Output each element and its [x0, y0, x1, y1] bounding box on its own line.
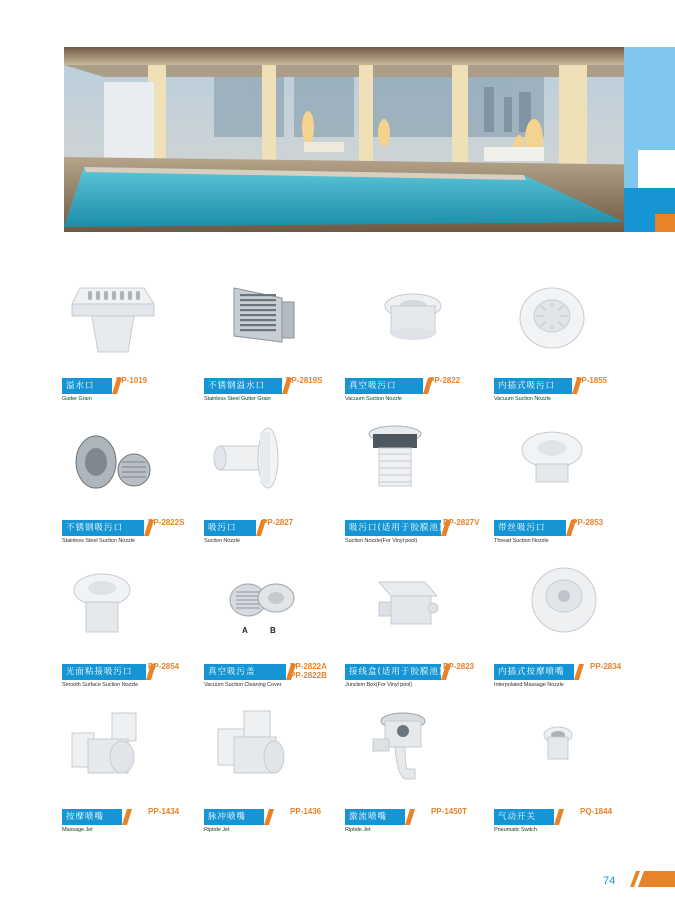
- product-item: [204, 707, 344, 837]
- product-name-en: Vacuum Suction Nozzle: [494, 396, 551, 402]
- product-item: [204, 276, 344, 406]
- product-item: [204, 418, 344, 548]
- junction-box-icon: [345, 562, 485, 662]
- product-code: PP-2822A PP-2822B: [290, 662, 327, 680]
- product-item: [345, 707, 485, 837]
- product-item: [62, 276, 202, 406]
- variant-label-b: B: [270, 626, 276, 635]
- product-name-cn: 真空吸污盖: [204, 664, 286, 680]
- page-corner-stripes: [626, 871, 675, 887]
- product-item: [494, 276, 634, 406]
- product-name-cn: 吸污口: [204, 520, 256, 536]
- product-name-cn: 真空吸污口: [345, 378, 423, 394]
- product-name-cn: 脉冲喷嘴: [204, 809, 264, 825]
- product-item: [204, 562, 344, 692]
- product-item: [494, 418, 634, 548]
- product-item: [345, 276, 485, 406]
- product-name-en: Gutter Grain: [62, 396, 92, 402]
- product-code: PP-2853: [572, 518, 604, 527]
- product-name-en: Riptide Jet: [345, 827, 371, 833]
- product-code: PQ-1844: [580, 807, 613, 816]
- product-item: [345, 562, 485, 692]
- product-code: PP-2822: [429, 376, 461, 385]
- product-item: [62, 562, 202, 692]
- massage-jet-icon: [62, 707, 202, 807]
- product-code: PP-2854: [148, 662, 180, 671]
- product-name-en: Vacuum Suction Nozzle: [345, 396, 402, 402]
- product-code: PP-2827: [262, 518, 294, 527]
- product-name-cn: 激流喷嘴: [345, 809, 405, 825]
- product-item: [62, 418, 202, 548]
- product-code: PP-2834: [590, 662, 622, 671]
- product-name-en: Thread Suction Nozzle: [494, 538, 549, 544]
- product-name-en: Junction Box(For Vinyl pool): [345, 682, 413, 688]
- massage-nozzle-icon: [494, 562, 634, 662]
- product-code: PP-1436: [290, 807, 322, 816]
- page-number: 74: [603, 875, 616, 887]
- product-name-cn: 光面粘接吸污口: [62, 664, 146, 680]
- product-code: PP-2827V: [443, 518, 480, 527]
- product-code: PP-2822S: [148, 518, 185, 527]
- product-name-en: Smooth Surface Suction Nozzle: [62, 682, 139, 688]
- product-name-cn: 气动开关: [494, 809, 554, 825]
- product-code: PP-1434: [148, 807, 180, 816]
- product-name-cn: 不锈钢溢水口: [204, 378, 282, 394]
- pool-banner-image: [64, 47, 675, 232]
- product-code: PP-1019: [116, 376, 148, 385]
- product-name-en: Pneumatic Switch: [494, 827, 537, 833]
- pneumatic-switch-icon: [494, 707, 634, 807]
- riptide-jet-icon: [345, 707, 485, 807]
- product-code: PP-1855: [576, 376, 608, 385]
- product-name-cn: 接线盒(适用于胶膜池): [345, 664, 441, 680]
- gutter-drain-icon: [62, 276, 202, 376]
- product-name-en: Suction Nozzle: [204, 538, 240, 544]
- pulse-jet-icon: [204, 707, 344, 807]
- suction-nozzle-icon: [204, 418, 344, 518]
- product-name-cn: 吸污口(适用于胶膜池): [345, 520, 441, 536]
- product-name-en: Stainless Steel Suction Nozzle: [62, 538, 135, 544]
- smooth-suction-nozzle-icon: [62, 562, 202, 662]
- product-name-en: Riptide Jet: [204, 827, 230, 833]
- tag-slash-decoration: [405, 809, 415, 825]
- product-code: PP-2823: [443, 662, 475, 671]
- product-item: [494, 707, 634, 837]
- thread-suction-nozzle-icon: [494, 418, 634, 518]
- product-name-en: Stainless Steel Gutter Grain: [204, 396, 271, 402]
- tag-slash-decoration: [264, 809, 274, 825]
- cleaning-cover-icon: [204, 562, 344, 662]
- tag-slash-decoration: [122, 809, 132, 825]
- product-name-cn: 溢水口: [62, 378, 112, 394]
- product-name-en: Vacuum Suction Cleaning Cover: [204, 682, 282, 688]
- product-name-en: Suction Nozzle(For Vinyl pool): [345, 538, 418, 544]
- product-name-cn: 带丝吸污口: [494, 520, 566, 536]
- product-item: [345, 418, 485, 548]
- variant-label-a: A: [242, 626, 248, 635]
- vacuum-suction-nozzle-icon: [345, 276, 485, 376]
- product-name-en: Massage Jet: [62, 827, 93, 833]
- product-item: [62, 707, 202, 837]
- steel-suction-nozzle-icon: [62, 418, 202, 518]
- vinyl-suction-nozzle-icon: [345, 418, 485, 518]
- product-name-cn: 按摩喷嘴: [62, 809, 122, 825]
- product-name-cn: 内插式吸污口: [494, 378, 572, 394]
- tag-slash-decoration: [574, 664, 584, 680]
- steel-gutter-drain-icon: [204, 276, 344, 376]
- product-item: [494, 562, 634, 692]
- product-code: PP-2819S: [286, 376, 323, 385]
- product-code: PP-1450T: [431, 807, 468, 816]
- product-name-en: Interpolated Massage Nozzle: [494, 682, 564, 688]
- product-name-cn: 不锈钢吸污口: [62, 520, 144, 536]
- product-name-cn: 内插式按摩喷嘴: [494, 664, 574, 680]
- tag-slash-decoration: [554, 809, 564, 825]
- insert-suction-nozzle-icon: [494, 276, 634, 376]
